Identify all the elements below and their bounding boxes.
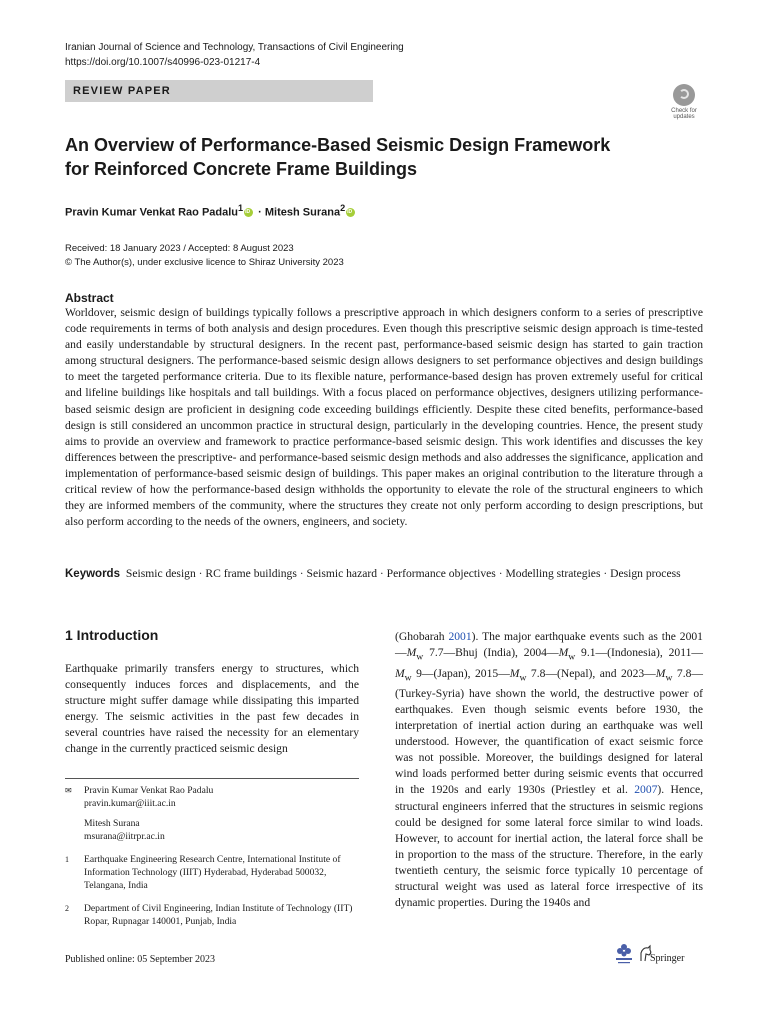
keywords xyxy=(65,566,703,582)
abstract-heading: Abstract xyxy=(65,291,114,305)
orcid-icon[interactable] xyxy=(244,208,253,217)
author-name[interactable]: Mitesh Surana xyxy=(264,206,341,219)
orcid-icon[interactable] xyxy=(346,208,355,217)
paper-title: An Overview of Performance-Based Seismic Design Framework for Reinforced Concrete Frame Buildings xyxy=(65,135,611,179)
keywords-list: Seismic design · RC frame buildings · Seismic hazard · Performance objectives · Modelling strategies · Design process xyxy=(125,567,681,580)
journal-name: Iranian Journal of Science and Technology, Transactions of Civil Engineering xyxy=(65,42,404,53)
footnote-divider xyxy=(65,778,359,779)
author-email[interactable]: pravin.kumar@iiit.ac.in xyxy=(84,798,176,809)
society-logo-icon xyxy=(616,944,632,963)
affiliations xyxy=(65,784,359,928)
publication-dates: Received: 18 January 2023 / Accepted: 8 August 2023 © The Author(s), under exclusive licence to Shiraz University 2023 xyxy=(65,243,344,268)
intro-paragraph-right: (Ghobarah 2001). The major earthquake events such as the $2001—M_w$ 7.7—Bhuj (India), $2004—M_w$ 9.1—(Indonesia), $2011—M_w$ 9—(Japan), $2015—M_w$ 7.8—(Nepal), and $2023—M_w$ 7.8—(Turkey-Syria) have shown the world, the destructive power of earthquakes. Even though seismic events before 1930, the interpretation of inertial action during an earthquake was well understood. However, the quantification of exact seismic force was not possible. Moreover, the buildings designed for lateral wind loads performed better during seismic events that occurred in the 1920s and early 1930s (Priestley et al. 2007). Hence, structural engineers inferred that the structures in seismic regions could be designed for some lateral force similar to wind loads. However, to account for inertial action, the lateral force shall be in proportion to the mass of the structure. Therefore, in the early twentieth century, the seismic force typically 10 percentage of structural weight was used as lateral force irrespective of its dynamic properties. During the 1940s and xyxy=(395,630,703,910)
springer-logo-text: Springer xyxy=(650,953,685,964)
abstract-text: Worldover, seismic design of buildings typically follows a prescriptive approach in which designers conform to a series of prescriptive code requirements in terms of both analysis and design procedures. Even though this prescriptive seismic design approach is time-tested and easily understandable by structural designers. In the recent past, performance-based seismic design has started to gain traction among structural designers. The performance-based seismic design allows designers to set performance objectives and design buildings to meet the targeted performance criteria. Due to its flexible nature, performance-based design has proven extremely useful for critical and lifeline buildings like hospitals and tall buildings. With a focus placed on performance objectives, designers utilizing performance-based seismic design are proficient in designing code exceeding buildings efficiently. Despite these cited benefits, performance-based design is still considered an uncommon practice in structural design, particularly in the developing countries. Hence, the present study aims to provide an overview and framework to practice performance-based seismic design. This work identifies and discusses the key differences between the prescriptive- and performance-based seismic design methods and also addresses the significance, application and implementation of performance-based seismic design of buildings. This paper makes an original contribution to the literature through a critical review of how the performance-based design withholds the opportunity to elevate the role of the structural engineers to which they are informed members of the community, where the structures they create not only perform according to design prescriptions, but also perform according to the needs of the owners, engineers, and society. xyxy=(65,306,703,529)
published-date: Published online: 05 September 2023 xyxy=(65,954,215,965)
envelope-icon: ✉ xyxy=(65,786,72,795)
check-updates-icon xyxy=(673,84,695,106)
section-heading: 1 Introduction xyxy=(65,627,159,643)
keywords-heading: Keywords xyxy=(65,568,120,580)
affiliation-2: 2 Department of Civil Engineering, Indian Institute of Technology (IIT) Ropar, Rupnagar 140001, Punjab, India xyxy=(65,903,353,927)
affiliation-1: 1 Earthquake Engineering Research Centre, International Institute of Information Technology (IIIT) Hyderabad, Hyderabad 500032, Telangana, India xyxy=(65,854,341,891)
journal-info xyxy=(65,41,404,70)
intro-paragraph-left: Earthquake primarily transfers energy to structures, which consequently induces forces and displacements, and the structure might suffer damage while dissipating this imparted energy. The seismic activities in the past few decades in several countries have raised the necessity for an elementary change in the currently practiced seismic design xyxy=(65,662,359,756)
citation-link[interactable]: 2001 xyxy=(448,630,472,643)
citation-link[interactable]: 2007 xyxy=(634,783,658,797)
article-type-banner: REVIEW PAPER xyxy=(65,80,373,102)
author-email[interactable]: msurana@iitrpr.ac.in xyxy=(84,831,165,842)
doi-link[interactable]: https://doi.org/10.1007/s40996-023-01217-4 xyxy=(65,56,261,68)
check-for-updates-badge[interactable]: Check for updates xyxy=(664,84,704,122)
corresponding-author: ✉ Pravin Kumar Venkat Rao Padalu pravin.kumar@iiit.ac.in Mitesh Surana msurana@iitrpr.ac.in xyxy=(65,784,359,843)
author-name[interactable]: Pravin Kumar Venkat Rao Padalu xyxy=(65,206,239,219)
author-list: Pravin Kumar Venkat Rao Padalu$^1$iD · Mitesh Surana$^2$iD xyxy=(65,203,357,219)
